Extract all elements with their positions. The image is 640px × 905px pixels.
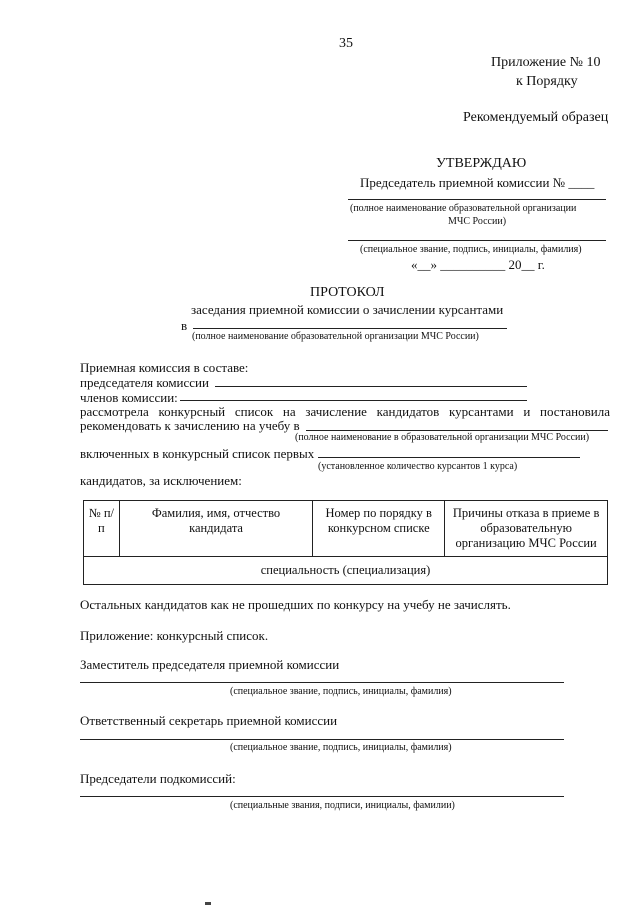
included-hint: (установленное количество курсантов 1 курса) <box>318 461 518 472</box>
others-line: Остальных кандидатов как не прошедших по конкурсу на учебу не зачислять. <box>80 597 511 612</box>
protocol-title: ПРОТОКОЛ <box>310 285 385 300</box>
deputy-line <box>80 682 564 683</box>
appendix-reference: к Порядку <box>516 74 578 89</box>
recommend-hint: (полное наименование в образовательной организации МЧС России) <box>295 432 590 443</box>
appendix-number: Приложение № 10 <box>491 55 601 70</box>
header-number: № п/п <box>84 501 120 557</box>
page-number: 35 <box>339 36 353 51</box>
members-line <box>180 400 527 401</box>
approval-date-line: «__» __________ 20__ г. <box>411 257 545 272</box>
recommend-org-line <box>306 430 608 431</box>
subcommittees-line <box>80 796 564 797</box>
sample-label: Рекомендуемый образец <box>463 110 609 125</box>
secretary-label: Ответственный секретарь приемной комиссии <box>80 713 338 728</box>
protocol-org-line <box>193 328 507 329</box>
approval-chairman: Председатель приемной комиссии № ____ <box>360 175 595 190</box>
included-line-rule <box>318 457 580 458</box>
table-specialty-row <box>84 557 608 585</box>
included-line: включенных в конкурсный список первых <box>80 446 315 461</box>
chair-line <box>215 386 527 387</box>
protocol-org-hint: (полное наименование образовательной организации МЧС России) <box>192 331 479 342</box>
approval-title: УТВЕРЖДАЮ <box>436 156 527 171</box>
subcommittees-hint: (специальные звания, подписи, инициалы, фамилии) <box>230 800 455 811</box>
header-full-name: Фамилия, имя, отчество кандидата <box>119 501 312 557</box>
deputy-hint: (специальное звание, подпись, инициалы, фамилия) <box>230 686 452 697</box>
members-label: членов комиссии: <box>80 390 178 405</box>
approval-sign-hint: (специальное звание, подпись, инициалы, фамилия) <box>360 244 582 255</box>
deputy-label: Заместитель председателя приемной комиссии <box>80 657 340 672</box>
approval-org-line <box>348 199 606 200</box>
approval-sign-line <box>348 240 606 241</box>
specialty-cell: специальность (специализация) <box>84 557 608 585</box>
header-refusal-reason: Причины отказа в приеме в образовательную организацию МЧС России <box>445 501 608 557</box>
reviewed-line: рассмотрела конкурсный список на зачисление кандидатов курсантами и постановила <box>80 404 610 419</box>
protocol-subtitle: заседания приемной комиссии о зачислении курсантами <box>191 302 504 317</box>
secretary-line <box>80 739 564 740</box>
attachment-line: Приложение: конкурсный список. <box>80 628 269 643</box>
approval-org-hint-2: МЧС России) <box>448 216 507 227</box>
chair-label: председателя комиссии <box>80 375 209 390</box>
header-list-number: Номер по порядку в конкурсном списке <box>313 501 445 557</box>
recommend-line: рекомендовать к зачислению на учебу в <box>80 418 300 433</box>
candidates-table <box>83 500 608 585</box>
except-line: кандидатов, за исключением: <box>80 473 242 488</box>
subcommittees-label: Председатели подкомиссий: <box>80 771 236 786</box>
table-header-row <box>84 501 608 557</box>
approval-org-hint-1: (полное наименование образовательной организации <box>350 203 577 214</box>
secretary-hint: (специальное звание, подпись, инициалы, фамилия) <box>230 742 452 753</box>
protocol-in-prefix: в <box>181 318 188 333</box>
composition-text: Приемная комиссия в составе: <box>80 360 249 375</box>
